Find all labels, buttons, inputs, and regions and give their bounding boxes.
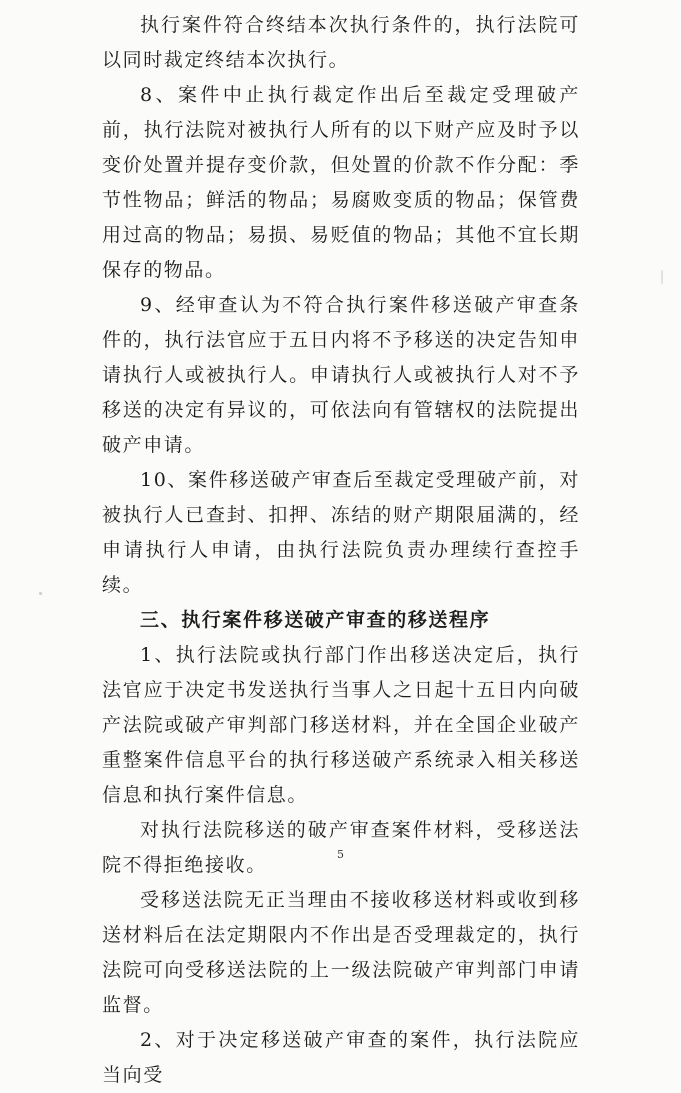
page-number: 5 <box>337 848 344 861</box>
paragraph-2: 8、案件中止执行裁定作出后至裁定受理破产前，执行法院对被执行人所有的以下财产应及时予以变价处置并提存变价款，但处置的价款不作分配：季节性物品；鲜活的物品；易腐败变质的物品；保管费用过高的物品；易损、易贬值的物品；其他不宜长期保存的物品。 <box>102 84 580 281</box>
paragraph-8: 受移送法院无正当理由不接收移送材料或收到移送材料后在法定期限内不作出是否受理裁定的，执行法院可向受移送法院的上一级法院破产审判部门申请监督。 <box>102 889 580 1016</box>
document-body <box>102 8 580 1093</box>
paragraph-6: 1、执行法院或执行部门作出移送决定后，执行法官应于决定书发送执行当事人之日起十五日内向破产法院或破产审判部门移送材料，并在全国企业破产重整案件信息平台的执行移送破产系统录入相关移送信息和执行案件信息。 <box>102 644 580 806</box>
scan-speck <box>661 270 663 284</box>
paragraph-1: 执行案件符合终结本次执行条件的，执行法院可以同时裁定终结本次执行。 <box>102 14 580 71</box>
scan-speck <box>39 592 42 595</box>
paragraph-7: 对执行法院移送的破产审查案件材料，受移送法院不得拒绝接收。 <box>102 819 580 876</box>
paragraph-4: 10、案件移送破产审查后至裁定受理破产前，对被执行人已查封、扣押、冻结的财产期限届满的，经申请执行人申请，由执行法院负责办理续行查控手续。 <box>102 469 580 596</box>
paragraph-3: 9、经审查认为不符合执行案件移送破产审查条件的，执行法官应于五日内将不予移送的决定告知申请执行人或被执行人。申请执行人或被执行人对不予移送的决定有异议的，可依法向有管辖权的法院提出破产申请。 <box>102 294 580 456</box>
paragraph-9: 2、对于决定移送破产审查的案件，执行法院应当向受 <box>102 1029 580 1086</box>
section-heading: 三、执行案件移送破产审查的移送程序 <box>140 609 491 631</box>
